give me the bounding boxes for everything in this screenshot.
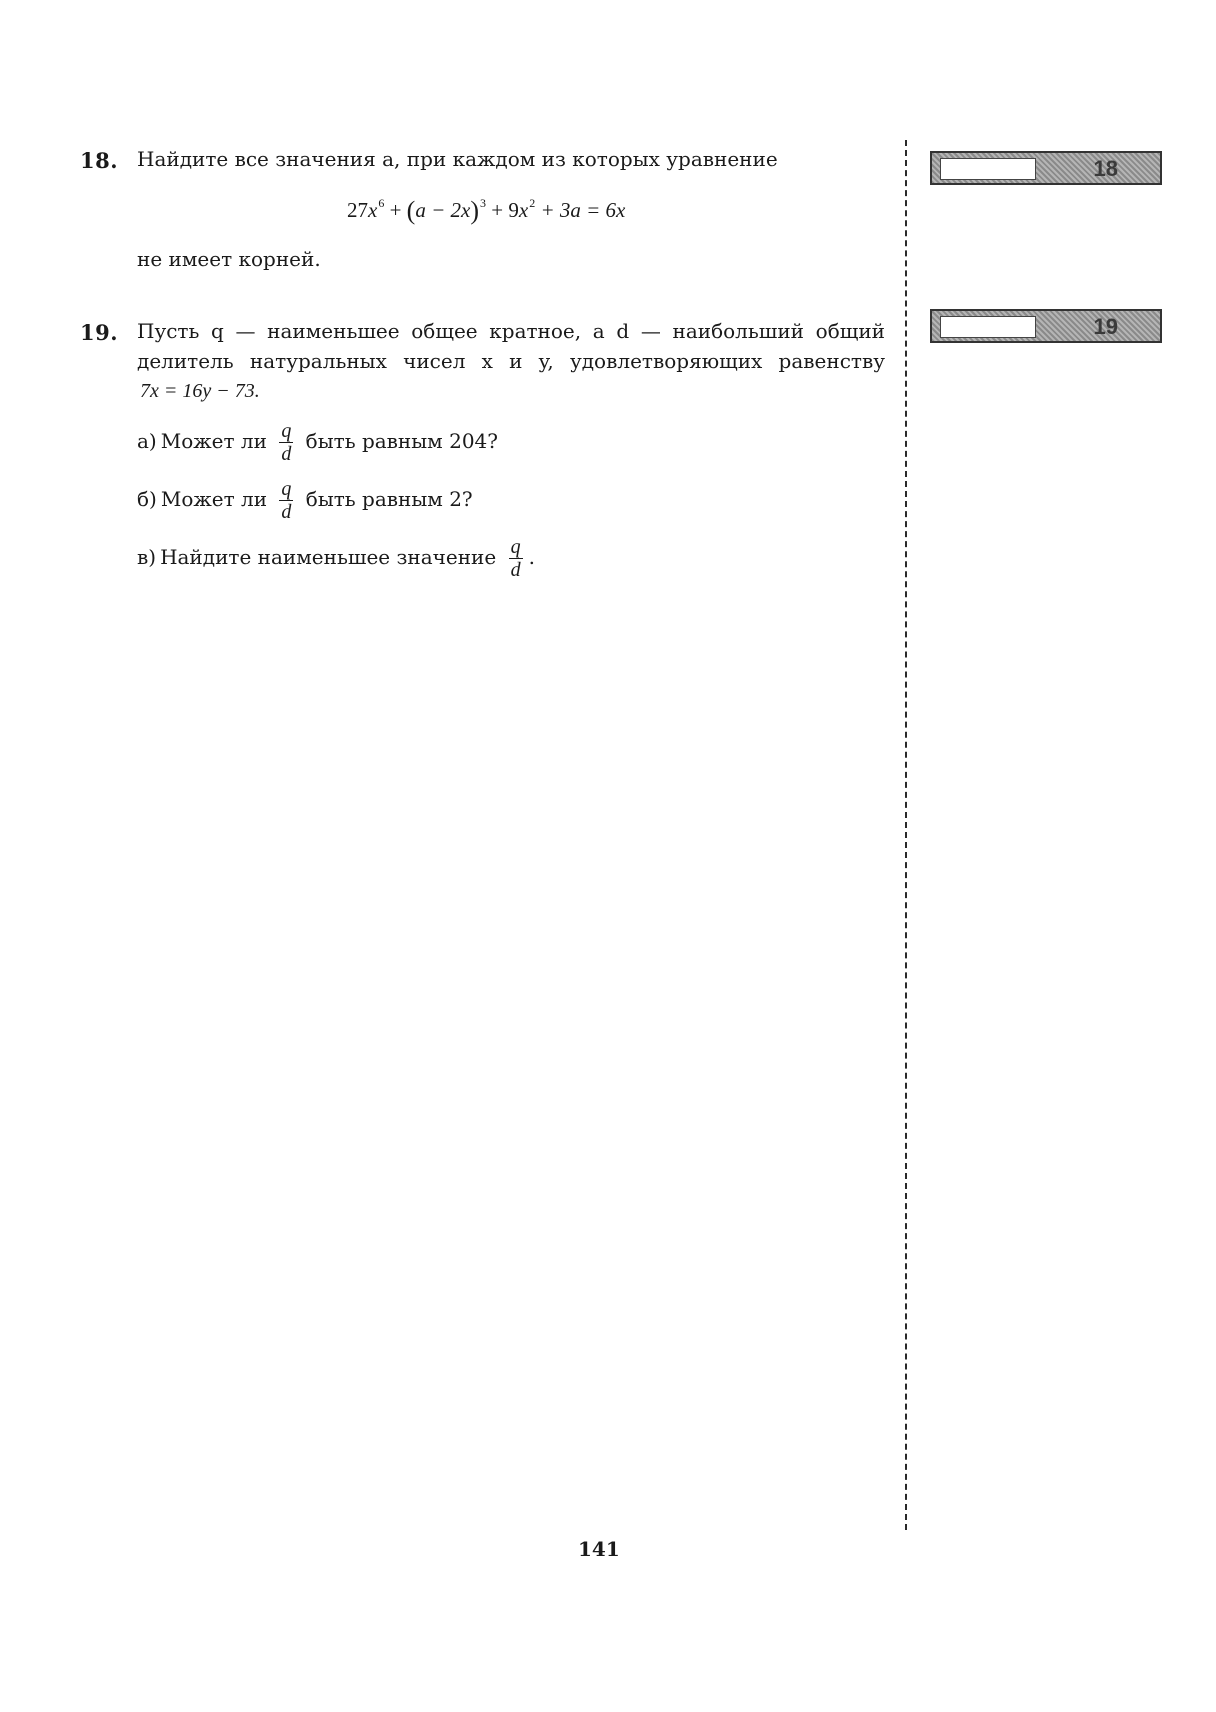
problem-18-text: Найдите все значения a, при каждом из которых уравнение [137, 147, 778, 171]
problem-19-number: 19. [80, 320, 119, 345]
problem-19-line-2: делитель натуральных чисел x и y, удовлетворяющих равенству [137, 349, 885, 373]
cut-line [905, 140, 907, 1530]
answer-box-label: 18 [1093, 156, 1118, 181]
problem-19-line-1: Пусть q — наименьшее общее кратное, а d — наибольший общий [137, 319, 885, 343]
problem-18-equation: $27x^6 + (a - 2x)^3 + 9x^2 + 3a = 6x$ [347, 196, 626, 225]
problem-19-item-a: а) Может ли $\frac{q}{d}$ быть равным 204? [137, 420, 498, 465]
problem-19-item-b: б) Может ли $\frac{q}{d}$ быть равным 2? [137, 478, 473, 523]
answer-field-19[interactable] [940, 316, 1036, 338]
fraction-q-d: $\frac{q}{d}$ [510, 536, 521, 581]
page-number: 141 [578, 1537, 620, 1561]
problem-18-number: 18. [80, 148, 119, 173]
fraction-q-d: $\frac{q}{d}$ [281, 420, 292, 465]
problem-19-item-c: в) Найдите наименьшее значение $\frac{q}{d}$ . [137, 536, 535, 581]
answer-box-19 [930, 309, 1162, 343]
answer-box-label: 19 [1093, 314, 1118, 339]
answer-field-18[interactable] [940, 158, 1036, 180]
answer-box-18 [930, 151, 1162, 185]
problem-18-text-after: не имеет корней. [137, 247, 321, 271]
fraction-q-d: $\frac{q}{d}$ [281, 478, 292, 523]
problem-19-line-3: 7x = 16y − 73. [140, 380, 260, 402]
